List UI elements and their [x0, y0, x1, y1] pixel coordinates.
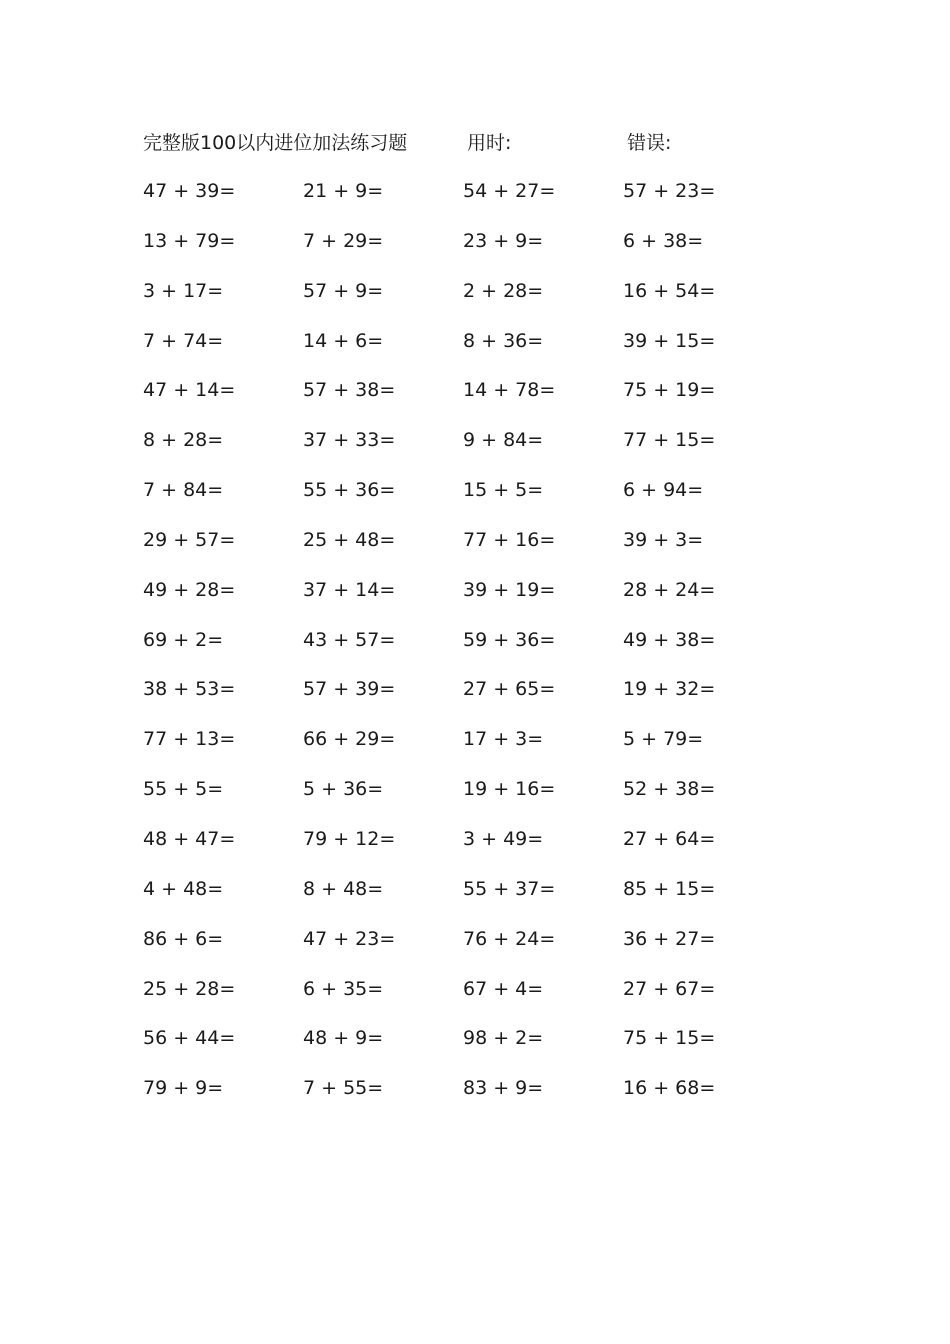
- addition-problem: 36 + 27=: [623, 927, 716, 950]
- addition-problem: 3 + 49=: [463, 827, 544, 850]
- addition-problem: 16 + 68=: [623, 1077, 716, 1100]
- addition-problem: 57 + 9=: [303, 279, 384, 302]
- addition-problem: 9 + 84=: [463, 429, 544, 452]
- addition-problem: 79 + 12=: [303, 827, 396, 850]
- addition-problem: 5 + 36=: [303, 778, 384, 801]
- addition-problem: 49 + 38=: [623, 628, 716, 651]
- addition-problem: 69 + 2=: [143, 628, 224, 651]
- addition-problem: 98 + 2=: [463, 1027, 544, 1050]
- addition-problem: 67 + 4=: [463, 977, 544, 1000]
- problem-row: [0, 823, 950, 873]
- addition-problem: 29 + 57=: [143, 528, 236, 551]
- addition-problem: 19 + 16=: [463, 778, 556, 801]
- worksheet-header: [0, 128, 950, 158]
- addition-problem: 57 + 39=: [303, 678, 396, 701]
- addition-problem: 77 + 16=: [463, 528, 556, 551]
- addition-problem: 57 + 23=: [623, 180, 716, 202]
- addition-problem: 4 + 48=: [143, 877, 224, 900]
- addition-problem: 7 + 74=: [143, 329, 224, 352]
- addition-problem: 28 + 24=: [623, 578, 716, 601]
- problem-row: [0, 973, 950, 1023]
- problem-row: [0, 923, 950, 973]
- addition-problem: 27 + 67=: [623, 977, 716, 1000]
- problem-row: [0, 424, 950, 474]
- addition-problem: 66 + 29=: [303, 728, 396, 751]
- problem-row: [0, 1072, 950, 1122]
- addition-problem: 17 + 3=: [463, 728, 544, 751]
- problem-row: [0, 873, 950, 923]
- problem-row: [0, 374, 950, 424]
- addition-problem: 2 + 28=: [463, 279, 544, 302]
- problem-row: [0, 1022, 950, 1072]
- problem-grid: [0, 175, 950, 1122]
- addition-problem: 56 + 44=: [143, 1027, 236, 1050]
- problem-row: [0, 574, 950, 624]
- addition-problem: 86 + 6=: [143, 927, 224, 950]
- addition-problem: 59 + 36=: [463, 628, 556, 651]
- addition-problem: 27 + 64=: [623, 827, 716, 850]
- addition-problem: 47 + 39=: [143, 180, 236, 202]
- addition-problem: 85 + 15=: [623, 877, 716, 900]
- addition-problem: 54 + 27=: [463, 180, 556, 202]
- problem-row: [0, 474, 950, 524]
- problem-row: [0, 773, 950, 823]
- problem-row: [0, 723, 950, 773]
- addition-problem: 39 + 3=: [623, 528, 704, 551]
- problem-row: [0, 673, 950, 723]
- addition-problem: 27 + 65=: [463, 678, 556, 701]
- addition-problem: 79 + 9=: [143, 1077, 224, 1100]
- addition-problem: 19 + 32=: [623, 678, 716, 701]
- addition-problem: 39 + 15=: [623, 329, 716, 352]
- error-label: 错误:: [627, 132, 672, 154]
- addition-problem: 38 + 53=: [143, 678, 236, 701]
- addition-problem: 5 + 79=: [623, 728, 704, 751]
- addition-problem: 23 + 9=: [463, 229, 544, 252]
- addition-problem: 48 + 47=: [143, 827, 236, 850]
- problem-row: [0, 275, 950, 325]
- problem-row: [0, 225, 950, 275]
- time-label: 用时:: [467, 132, 512, 154]
- addition-problem: 57 + 38=: [303, 379, 396, 402]
- addition-problem: 55 + 37=: [463, 877, 556, 900]
- addition-problem: 25 + 48=: [303, 528, 396, 551]
- addition-problem: 47 + 23=: [303, 927, 396, 950]
- addition-problem: 37 + 14=: [303, 578, 396, 601]
- addition-problem: 13 + 79=: [143, 229, 236, 252]
- addition-problem: 8 + 36=: [463, 329, 544, 352]
- addition-problem: 7 + 55=: [303, 1077, 384, 1100]
- addition-problem: 21 + 9=: [303, 180, 384, 202]
- addition-problem: 52 + 38=: [623, 778, 716, 801]
- addition-problem: 83 + 9=: [463, 1077, 544, 1100]
- problem-row: [0, 175, 950, 225]
- worksheet-title: 完整版100以内进位加法练习题: [143, 132, 408, 154]
- addition-problem: 39 + 19=: [463, 578, 556, 601]
- addition-problem: 14 + 78=: [463, 379, 556, 402]
- addition-problem: 8 + 28=: [143, 429, 224, 452]
- addition-problem: 25 + 28=: [143, 977, 236, 1000]
- addition-problem: 55 + 36=: [303, 479, 396, 502]
- addition-problem: 6 + 94=: [623, 479, 704, 502]
- addition-problem: 76 + 24=: [463, 927, 556, 950]
- problem-row: [0, 624, 950, 674]
- addition-problem: 14 + 6=: [303, 329, 384, 352]
- problem-row: [0, 524, 950, 574]
- addition-problem: 7 + 84=: [143, 479, 224, 502]
- addition-problem: 6 + 35=: [303, 977, 384, 1000]
- addition-problem: 77 + 13=: [143, 728, 236, 751]
- addition-problem: 3 + 17=: [143, 279, 224, 302]
- addition-problem: 15 + 5=: [463, 479, 544, 502]
- addition-problem: 37 + 33=: [303, 429, 396, 452]
- addition-problem: 16 + 54=: [623, 279, 716, 302]
- addition-problem: 55 + 5=: [143, 778, 224, 801]
- addition-problem: 49 + 28=: [143, 578, 236, 601]
- addition-problem: 48 + 9=: [303, 1027, 384, 1050]
- addition-problem: 47 + 14=: [143, 379, 236, 402]
- addition-problem: 75 + 15=: [623, 1027, 716, 1050]
- problem-row: [0, 325, 950, 375]
- addition-problem: 43 + 57=: [303, 628, 396, 651]
- addition-problem: 7 + 29=: [303, 229, 384, 252]
- addition-problem: 6 + 38=: [623, 229, 704, 252]
- addition-problem: 8 + 48=: [303, 877, 384, 900]
- addition-problem: 77 + 15=: [623, 429, 716, 452]
- addition-problem: 75 + 19=: [623, 379, 716, 402]
